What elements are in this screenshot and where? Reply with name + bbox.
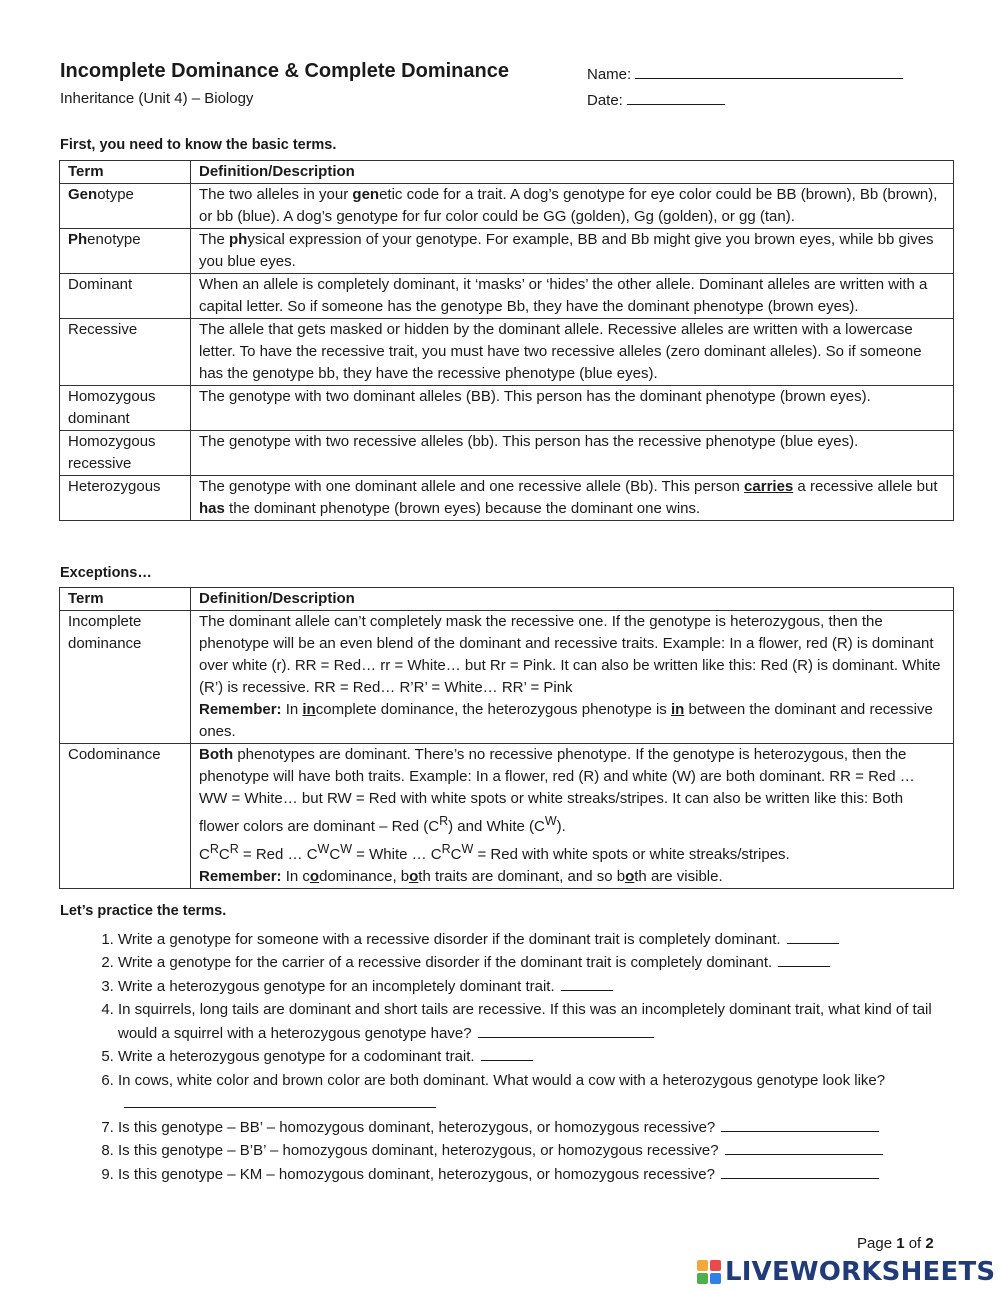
answer-line[interactable] [725,1140,883,1155]
definition-cell: Both phenotypes are dominant. There’s no recessive phenotype. If the genotype is heterozygous, then the phenotype will have both traits. Example: In a flower, red (R) and white (W) are both dominant. RR = Red … WW = White… but RW = Red with white spots or white streaks/stripes. It can also be written like this: Both flower colors are dominant – Red $(C^R)$ and White $(C^W)$. $C^RC^R$ = Red … $C^WC^W$ = White … $C^RC^W$ = Red with white spots or white streaks/stripes. Remember: In codominance, both traits are dominant, and so both are visible. [191,744,954,889]
date-field [587,90,725,109]
answer-line[interactable] [721,1164,879,1179]
list-item: 1. Write a genotype for someone with a recessive disorder if the dominant trait is completely dominant. [118,928,960,952]
logo-block [697,1273,708,1284]
table-row [60,476,954,521]
name-input-line[interactable] [635,64,903,79]
answer-line[interactable] [561,976,613,991]
definition-column-header: Definition/Description [191,588,954,611]
table-row [60,229,954,274]
term-cell: Recessive [60,319,191,386]
table-row [60,611,954,744]
practice-question-list [60,928,960,1187]
exceptions-table [59,587,954,889]
term-cell: Heterozygous [60,476,191,521]
term-cell: Homozygous recessive [60,431,191,476]
definition-cell: The two alleles in your genetic code for a trait. A dog’s genotype for eye color could be BB (brown), Bb (brown), or bb (blue). A dog’s genotype for fur color could be GG (golden), Gg (golden), or gg (tan). [191,184,954,229]
date-input-line[interactable] [627,90,725,105]
liveworksheets-logo[interactable] [697,1257,995,1287]
answer-line[interactable] [478,1023,654,1038]
term-cell: Codominance [60,744,191,889]
table-row [60,274,954,319]
list-item: 6. In cows, white color and brown color are both dominant. What would a cow with a heterozygous genotype look like? [118,1069,960,1116]
term-cell: Genotype [60,184,191,229]
table-header-row [60,588,954,611]
basic-terms-heading: First, you need to know the basic terms. [60,137,337,153]
term-column-header: Term [60,161,191,184]
list-item: 8. Is this genotype – B’B’ – homozygous dominant, heterozygous, or homozygous recessive? [118,1139,960,1163]
list-item: 5. Write a heterozygous genotype for a codominant trait. [118,1045,960,1069]
term-cell: Dominant [60,274,191,319]
definition-cell: The genotype with one dominant allele and one recessive allele (Bb). This person carries a recessive allele but has the dominant phenotype (brown eyes) because the dominant one wins. [191,476,954,521]
name-label: Name: [587,66,632,83]
table-row [60,386,954,431]
logo-block [710,1273,721,1284]
table-header-row [60,161,954,184]
term-cell: Phenotype [60,229,191,274]
logo-blocks-icon [697,1260,721,1284]
definition-cell: When an allele is completely dominant, it ‘masks’ or ‘hides’ the other allele. Dominant alleles are written with a capital letter. So if someone has the genotype Bb, they have the dominant phenotype (brown eyes). [191,274,954,319]
exceptions-heading: Exceptions… [60,565,152,581]
logo-block [697,1260,708,1271]
page-number: Page 1 of 2 [857,1235,934,1252]
term-cell: Homozygous dominant [60,386,191,431]
logo-block [710,1260,721,1271]
definition-cell: The genotype with two dominant alleles (BB). This person has the dominant phenotype (brown eyes). [191,386,954,431]
answer-line[interactable] [481,1046,533,1061]
list-item: 3. Write a heterozygous genotype for an incompletely dominant trait. [118,975,960,999]
term-cell: Incomplete dominance [60,611,191,744]
definition-cell: The genotype with two recessive alleles (bb). This person has the recessive phenotype (blue eyes). [191,431,954,476]
definition-cell: The dominant allele can’t completely mask the recessive one. If the genotype is heterozygous, then the phenotype will be an even blend of the dominant and recessive traits. Example: In a flower, red (R) is dominant over white (r). RR = Red… rr = White… but Rr = Pink. It can also be written like this: Red (R) is dominant. White (R’) is recessive. RR = Red… R’R’ = White… RR’ = Pink Remember: In incomplete dominance, the heterozygous phenotype is in between the dominant and recessive ones. [191,611,954,744]
definition-cell: The physical expression of your genotype. For example, BB and Bb might give you brown eyes, while bb gives you blue eyes. [191,229,954,274]
definition-cell: The allele that gets masked or hidden by the dominant allele. Recessive alleles are written with a lowercase letter. To have the recessive trait, you must have two recessive alleles (zero dominant alleles). So if someone has the genotype bb, they have the recessive phenotype (blue eyes). [191,319,954,386]
basic-terms-table [59,160,954,521]
worksheet-subtitle: Inheritance (Unit 4) – Biology [60,90,254,107]
answer-line[interactable] [778,952,830,967]
practice-heading: Let’s practice the terms. [60,903,227,919]
name-field [587,64,903,83]
answer-line[interactable] [787,929,839,944]
date-label: Date: [587,92,623,109]
list-item: 2. Write a genotype for the carrier of a recessive disorder if the dominant trait is completely dominant. [118,951,960,975]
answer-line[interactable] [124,1093,436,1108]
list-item: 4. In squirrels, long tails are dominant and short tails are recessive. If this was an incompletely dominant trait, what kind of tail would a squirrel with a heterozygous genotype have? [118,998,960,1045]
table-row [60,744,954,889]
list-item: 7. Is this genotype – BB’ – homozygous dominant, heterozygous, or homozygous recessive? [118,1116,960,1140]
codominance-formula: $C^RC^R$ = Red … $C^WC^W$ = White … $C^RC^W$ = Red with white spots or white streaks/stripes. [199,842,790,863]
table-row [60,319,954,386]
practice-section [60,900,960,1186]
definition-column-header: Definition/Description [191,161,954,184]
table-row [60,184,954,229]
worksheet-title: Incomplete Dominance & Complete Dominance [60,60,509,82]
term-column-header: Term [60,588,191,611]
brand-name: LIVEWORKSHEETS [725,1257,996,1287]
table-row [60,431,954,476]
list-item: 9. Is this genotype – KM – homozygous dominant, heterozygous, or homozygous recessive? [118,1163,960,1187]
answer-line[interactable] [721,1117,879,1132]
